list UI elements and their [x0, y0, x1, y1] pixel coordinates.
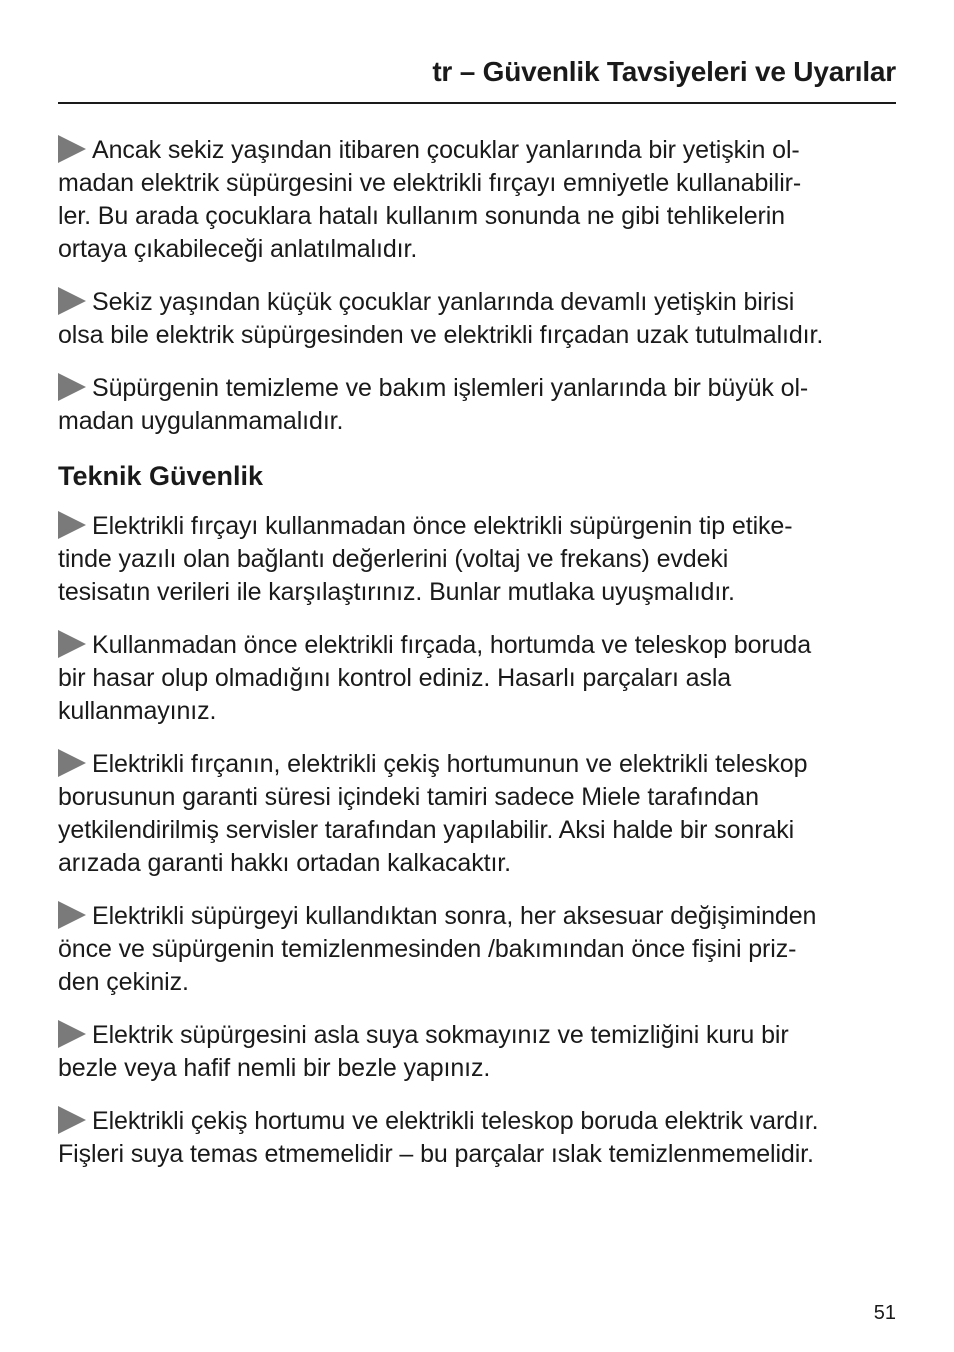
warning-paragraph: [58, 629, 896, 728]
triangle-arrow-icon: [58, 373, 86, 401]
paragraph-line: kullanmayınız.: [58, 697, 217, 725]
paragraph-line: ortaya çıkabileceği anlatılmalıdır.: [58, 235, 418, 263]
page-content: [58, 134, 896, 1191]
paragraph-line: borusunun garanti süresi içindeki tamiri sadece Miele tarafından: [58, 783, 759, 811]
paragraph-line: tesisatın verileri ile karşılaştırınız. Bunlar mutlaka uyuşmalıdır.: [58, 578, 735, 606]
paragraph-line: Sekiz yaşından küçük çocuklar yanlarında devamlı yetişkin birisi: [58, 286, 896, 319]
warning-paragraph: [58, 1105, 896, 1171]
paragraph-line: madan elektrik süpürgesini ve elektrikli fırçayı emniyetle kullanabilir-: [58, 169, 802, 197]
triangle-arrow-icon: [58, 630, 86, 658]
warning-paragraph: [58, 286, 896, 352]
paragraph-line: bezle veya hafif nemli bir bezle yapınız.: [58, 1054, 491, 1082]
paragraph-line: Elektrikli fırçanın, elektrikli çekiş hortumunun ve elektrikli teleskop: [58, 748, 896, 781]
paragraph-line: önce ve süpürgenin temizlenmesinden /bakımından önce fişini priz-: [58, 935, 797, 963]
document-page: [58, 0, 896, 1352]
paragraph-line: Elektrikli süpürgeyi kullandıktan sonra, her aksesuar değişiminden: [58, 900, 896, 933]
paragraph-line: arızada garanti hakkı ortadan kalkacaktır.: [58, 849, 512, 877]
triangle-arrow-icon: [58, 749, 86, 777]
header-title: tr – Güvenlik Tavsiyeleri ve Uyarılar: [432, 56, 896, 87]
paragraph-line: olsa bile elektrik süpürgesinden ve elektrikli fırçadan uzak tutulmalıdır.: [58, 321, 824, 349]
paragraph-line: Süpürgenin temizleme ve bakım işlemleri yanlarında bir büyük ol-: [58, 372, 896, 405]
triangle-arrow-icon: [58, 1020, 86, 1048]
triangle-arrow-icon: [58, 287, 86, 315]
warning-paragraph: [58, 134, 896, 266]
page-header: [58, 52, 896, 104]
triangle-arrow-icon: [58, 1106, 86, 1134]
warning-paragraph: [58, 372, 896, 438]
triangle-arrow-icon: [58, 511, 86, 539]
paragraph-line: ler. Bu arada çocuklara hatalı kullanım sonunda ne gibi tehlikelerin: [58, 202, 785, 230]
warning-paragraph: [58, 1019, 896, 1085]
warning-paragraph: [58, 510, 896, 609]
paragraph-line: yetkilendirilmiş servisler tarafından yapılabilir. Aksi halde bir sonraki: [58, 816, 795, 844]
paragraph-line: Ancak sekiz yaşından itibaren çocuklar yanlarında bir yetişkin ol-: [58, 134, 896, 167]
warning-paragraph: [58, 748, 896, 880]
section-heading: Teknik Güvenlik: [58, 461, 264, 491]
paragraph-line: bir hasar olup olmadığını kontrol ediniz. Hasarlı parçaları asla: [58, 664, 732, 692]
paragraph-line: tinde yazılı olan bağlantı değerlerini (voltaj ve frekans) evdeki: [58, 545, 729, 573]
paragraph-line: Elektrik süpürgesini asla suya sokmayınız ve temizliğini kuru bir: [58, 1019, 896, 1052]
triangle-arrow-icon: [58, 901, 86, 929]
paragraph-line: Fişleri suya temas etmemelidir – bu parçalar ıslak temizlenmemelidir.: [58, 1140, 814, 1168]
page-number: 51: [873, 1302, 896, 1324]
warning-paragraph: [58, 900, 896, 999]
paragraph-line: den çekiniz.: [58, 968, 189, 996]
triangle-arrow-icon: [58, 135, 86, 163]
paragraph-line: Elektrikli çekiş hortumu ve elektrikli teleskop boruda elektrik vardır.: [58, 1105, 896, 1138]
paragraph-line: madan uygulanmamalıdır.: [58, 407, 344, 435]
paragraph-line: Elektrikli fırçayı kullanmadan önce elektrikli süpürgenin tip etike-: [58, 510, 896, 543]
paragraph-line: Kullanmadan önce elektrikli fırçada, hortumda ve teleskop boruda: [58, 629, 896, 662]
